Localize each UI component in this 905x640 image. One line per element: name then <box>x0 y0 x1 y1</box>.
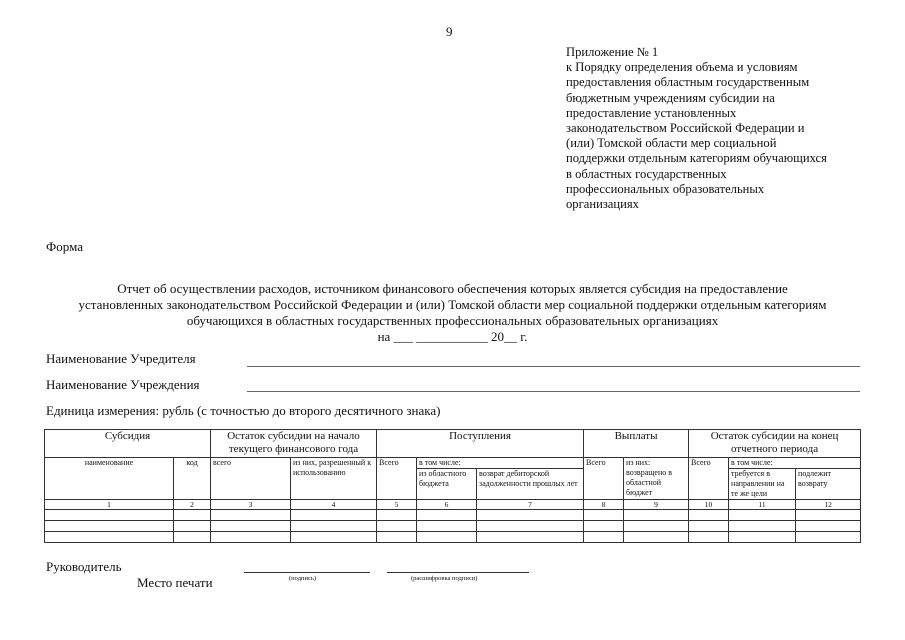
report-title <box>30 281 875 345</box>
col-name: наименование <box>45 458 174 500</box>
column-number: 7 <box>477 500 584 510</box>
decryption-line[interactable] <box>387 572 529 573</box>
col-total-payments: Всего <box>584 458 624 500</box>
column-number: 10 <box>689 500 729 510</box>
column-number: 3 <box>211 500 291 510</box>
table-cell[interactable] <box>624 521 689 532</box>
table-cell[interactable] <box>211 510 291 521</box>
column-number: 4 <box>291 500 377 510</box>
appendix-line: предоставление установленных <box>566 105 737 120</box>
column-number-row <box>45 500 861 510</box>
appendix-line: организациях <box>566 197 639 212</box>
table-cell[interactable] <box>584 510 624 521</box>
col-allowed-use: из них, разрешенный к использованию <box>291 458 377 500</box>
appendix-line: законодательством Российской Федерации и <box>566 121 805 136</box>
signature-caption: (подпись) <box>289 575 316 582</box>
table-cell[interactable] <box>211 532 291 543</box>
table-subheader-row-1 <box>45 458 861 469</box>
table-cell[interactable] <box>477 521 584 532</box>
table-cell[interactable] <box>291 510 377 521</box>
column-number: 5 <box>377 500 417 510</box>
appendix-line: предоставления областным государственным <box>566 75 810 90</box>
table-cell[interactable] <box>796 510 861 521</box>
table-cell[interactable] <box>174 521 211 532</box>
table-cell[interactable] <box>796 521 861 532</box>
col-total-start: всего <box>211 458 291 500</box>
table-cell[interactable] <box>291 521 377 532</box>
col-total-receipts: Всего <box>377 458 417 500</box>
group-subsidy: Субсидия <box>45 430 211 458</box>
decryption-caption: (расшифровка подписи) <box>411 575 478 582</box>
table-cell[interactable] <box>477 532 584 543</box>
table-cell[interactable] <box>174 532 211 543</box>
appendix-line: поддержки отдельным категориям обучающихся <box>566 151 827 166</box>
table-cell[interactable] <box>417 521 477 532</box>
col-incl-receipts: в том числе: <box>417 458 584 469</box>
title-line: Отчет об осуществлении расходов, источником финансового обеспечения которых является субсидия на предоставление <box>117 281 788 296</box>
column-number: 8 <box>584 500 624 510</box>
col-to-return: подлежит возврату <box>796 469 861 500</box>
table-cell[interactable] <box>729 532 796 543</box>
col-total-end: Всего <box>689 458 729 500</box>
title-line: обучающихся в областных государственных профессиональных образовательных организациях <box>186 313 719 328</box>
group-receipts: Поступления <box>377 430 584 458</box>
table-cell[interactable] <box>417 532 477 543</box>
col-debt-return: возврат дебиторской задолженности прошлых лет <box>477 469 584 500</box>
table-cell[interactable] <box>45 510 174 521</box>
table-cell[interactable] <box>729 521 796 532</box>
appendix-line: профессиональных образовательных <box>566 181 765 196</box>
table-cell[interactable] <box>477 510 584 521</box>
col-code: код <box>174 458 211 500</box>
appendix-line: Приложение № 1 <box>566 45 659 59</box>
table-row <box>45 510 861 521</box>
appendix-line: к Порядку определения объема и условиям <box>566 60 798 75</box>
table-cell[interactable] <box>417 510 477 521</box>
table-cell[interactable] <box>624 532 689 543</box>
col-payments-of-which <box>624 458 689 500</box>
table-cell[interactable] <box>624 510 689 521</box>
founder-label: Наименование Учредителя <box>46 351 196 366</box>
table-cell[interactable] <box>174 510 211 521</box>
column-number: 1 <box>45 500 174 510</box>
col-incl-end: в том числе: <box>729 458 861 469</box>
form-label: Форма <box>46 239 83 254</box>
table-cell[interactable] <box>796 532 861 543</box>
stamp-label: Место печати <box>137 575 213 590</box>
table-cell[interactable] <box>45 521 174 532</box>
group-balance-start: Остаток субсидии на начало текущего финансового года <box>211 430 377 458</box>
signature-line[interactable] <box>244 572 370 573</box>
page-number: 9 <box>446 24 453 39</box>
table-group-header-row <box>45 430 861 458</box>
table-row <box>45 521 861 532</box>
table-row <box>45 532 861 543</box>
appendix-block <box>566 45 866 212</box>
table-cell[interactable] <box>689 532 729 543</box>
institution-label: Наименование Учреждения <box>46 377 200 392</box>
table-cell[interactable] <box>211 521 291 532</box>
of-which-label: из них: <box>626 458 651 467</box>
institution-input-line[interactable] <box>247 391 860 392</box>
col-required-same: требуется в направлении на те же цели <box>729 469 796 500</box>
group-balance-end: Остаток субсидии на конец отчетного периода <box>689 430 861 458</box>
table-cell[interactable] <box>729 510 796 521</box>
founder-input-line[interactable] <box>247 366 860 367</box>
appendix-line: в областных государственных <box>566 166 727 181</box>
table-cell[interactable] <box>291 532 377 543</box>
units-label: Единица измерения: рубль (с точностью до второго десятичного знака) <box>46 403 441 418</box>
returned-budget-label: возвращено в областной бюджет <box>626 468 673 497</box>
report-date-line: на ___ ___________ 20__ г. <box>377 329 528 344</box>
table-cell[interactable] <box>377 521 417 532</box>
col-from-budget: из областного бюджета <box>417 469 477 500</box>
column-number: 12 <box>796 500 861 510</box>
group-payments: Выплаты <box>584 430 689 458</box>
table-cell[interactable] <box>377 510 417 521</box>
column-number: 2 <box>174 500 211 510</box>
column-number: 6 <box>417 500 477 510</box>
head-label: Руководитель <box>46 559 122 574</box>
appendix-line: бюджетным учреждениям субсидии на <box>566 90 775 105</box>
table-cell[interactable] <box>689 521 729 532</box>
table-cell[interactable] <box>584 532 624 543</box>
table-cell[interactable] <box>45 532 174 543</box>
table-cell[interactable] <box>584 521 624 532</box>
column-number: 11 <box>729 500 796 510</box>
title-line: установленных законодательством Российской Федерации и (или) Томской области мер социальной поддержки отдельным категориям <box>78 297 827 312</box>
appendix-line: (или) Томской области мер социальной <box>566 136 777 151</box>
table-cell[interactable] <box>377 532 417 543</box>
table-cell[interactable] <box>689 510 729 521</box>
column-number: 9 <box>624 500 689 510</box>
report-table <box>44 429 861 543</box>
